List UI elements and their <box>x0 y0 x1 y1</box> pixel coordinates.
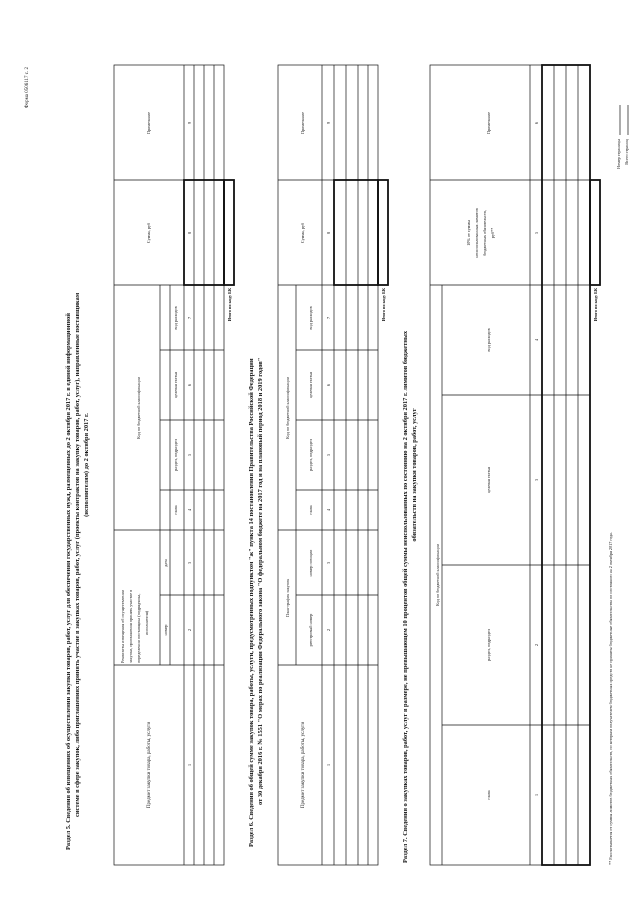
svg-text:2: 2 <box>326 628 331 632</box>
s6-header-razdel: раздел, подраздел <box>308 439 313 471</box>
svg-text:2: 2 <box>187 628 192 632</box>
svg-text:8: 8 <box>187 231 192 235</box>
s5-header-date: дата <box>163 559 168 567</box>
svg-text:2: 2 <box>534 643 539 647</box>
s6-header-vid: вид расходов <box>308 306 313 330</box>
s6-header-position: номер позиции <box>308 549 313 577</box>
s5-header-glava: глава <box>173 505 178 515</box>
s7-total-label: Итого по коду БК <box>593 288 598 322</box>
s7-header-celevaya: целевая статья <box>486 467 491 493</box>
svg-text:6: 6 <box>326 383 331 387</box>
s7-header-note: Примечание <box>486 111 491 135</box>
section-6 <box>248 65 388 865</box>
section7-title-line1: Раздел 7. Сведения о закупках товаров, работ, услуг в размере, не превышающем 10 процентов общей суммы неиспользованных по состоянию на 2 октября 2017 г. лимитов бюджетных <box>402 330 409 863</box>
section5-title-line2: системе в сфере закупок, либо приглашениях принять участие в закупках товаров, работ, услуг (проекты контрактов на закупку товаров, работ, услуг), направленные поставщикам <box>74 292 81 817</box>
svg-text:4: 4 <box>534 338 539 342</box>
s6-header-glava: глава <box>308 505 313 515</box>
s6-header-sum: Сумма, руб <box>300 222 305 244</box>
svg-text:8: 8 <box>326 231 331 235</box>
section7-table <box>430 65 600 865</box>
s5-header-bk-group: Код по бюджетной классификации <box>136 377 141 439</box>
s5-total-label: Итого по коду БК <box>227 288 232 322</box>
s7-column-numbers <box>534 122 539 796</box>
svg-text:6: 6 <box>187 383 192 387</box>
s5-header-requisites-4: исполнителя) <box>144 610 149 635</box>
s6-column-numbers <box>326 122 331 766</box>
s6-header-bk-group: Код по бюджетной классификации <box>285 377 290 439</box>
section6-title-line1: Раздел 6. Сведения об общей сумме закупок товара, работы, услуги, предусмотренных подпунктом "ж" пункта 14 постановления Правительства Российской Федерации <box>248 358 255 847</box>
svg-text:1: 1 <box>534 793 539 797</box>
s7-header-ten-pct-1: 10% от суммы <box>466 220 471 246</box>
section6-title-line2: от 30 декабря 2016 г. № 1551 "О мерах по реализации Федерального закона "О федеральном бюджете на 2017 год и на плановый период 2018 и 2019 годов" <box>257 357 264 805</box>
svg-text:5: 5 <box>187 453 192 457</box>
footnote: ** Рассчитывается от суммы лимитов бюджетных обязательств, по которым получателем бюджетных средств не приняты бюджетные обязательства по состоянию на 2 октября 2017 года. <box>608 532 613 865</box>
svg-text:1: 1 <box>326 763 331 767</box>
svg-text:1: 1 <box>187 763 192 767</box>
s7-header-glava: глава <box>486 790 491 800</box>
s5-header-requisites-2: закупки, приглашения принять участие в <box>128 589 133 663</box>
s5-column-numbers <box>187 122 192 766</box>
s6-total-label: Итого по коду БК <box>381 288 386 322</box>
page-number-label: Номер страницы <box>616 139 621 169</box>
s7-header-bk-group: Код по бюджетной классификации <box>435 544 440 606</box>
svg-text:7: 7 <box>326 316 331 320</box>
s7-header-ten-pct-3: бюджетных обязательств, <box>482 210 487 256</box>
s7-header-ten-pct-4: руб** <box>490 227 495 239</box>
svg-text:4: 4 <box>326 508 331 512</box>
s5-header-sum: Сумма, руб <box>146 222 151 244</box>
s5-header-celevaya: целевая статья <box>173 372 178 398</box>
section-5 <box>65 65 234 865</box>
svg-text:5: 5 <box>534 231 539 235</box>
section5-title-line3: (исполнителям) до 2 октября 2017 г. <box>83 413 90 517</box>
section-7 <box>402 65 600 865</box>
s5-header-number: номер <box>163 624 168 636</box>
svg-text:6: 6 <box>534 121 539 125</box>
section6-table <box>278 65 388 865</box>
pages-total-label: Всего страниц <box>624 139 629 165</box>
s7-header-vid: вид расходов <box>486 328 491 352</box>
form-id: Форма 0506117 с. 2 <box>25 67 30 109</box>
s7-header-razdel: раздел, подраздел <box>486 629 491 661</box>
s6-header-subject: Предмет закупки товара, работы, услуги <box>301 721 306 809</box>
s5-header-note: Примечание <box>146 111 151 135</box>
s5-header-requisites-3: определении поставщика (подрядчика, <box>136 593 141 663</box>
section7-title-line2: обязательств на закупки товаров, работ, услуг <box>411 408 418 542</box>
s6-header-plan: План-график закупок <box>285 578 290 618</box>
s5-header-subject: Предмет закупки товара, работы, услуги <box>147 721 152 809</box>
s6-header-celevaya: целевая статья <box>308 372 313 398</box>
svg-text:7: 7 <box>187 316 192 320</box>
svg-text:3: 3 <box>534 478 539 482</box>
svg-text:4: 4 <box>187 508 192 512</box>
s7-header-ten-pct-2: неиспользованных лимитов <box>474 208 479 258</box>
svg-text:9: 9 <box>187 121 192 125</box>
section5-title-line1: Раздел 5. Сведения об извещениях об осуществлении закупки товаров, работ, услуг для обеспечения государственных нужд, размещенных до 2 октября 2017 г. в единой информационной <box>65 313 72 850</box>
s6-header-note: Примечание <box>300 111 305 135</box>
svg-text:9: 9 <box>326 121 331 125</box>
s5-header-requisites-1: Реквизиты извещения об осуществлении <box>120 589 125 663</box>
page-counters <box>616 105 629 169</box>
s6-header-reg-number: реестровый номер <box>308 613 313 647</box>
svg-text:5: 5 <box>326 453 331 457</box>
svg-text:3: 3 <box>326 561 331 565</box>
s5-header-razdel: раздел, подраздел <box>173 439 178 471</box>
s5-header-vid: вид расходов <box>173 306 178 330</box>
svg-text:3: 3 <box>187 561 192 565</box>
